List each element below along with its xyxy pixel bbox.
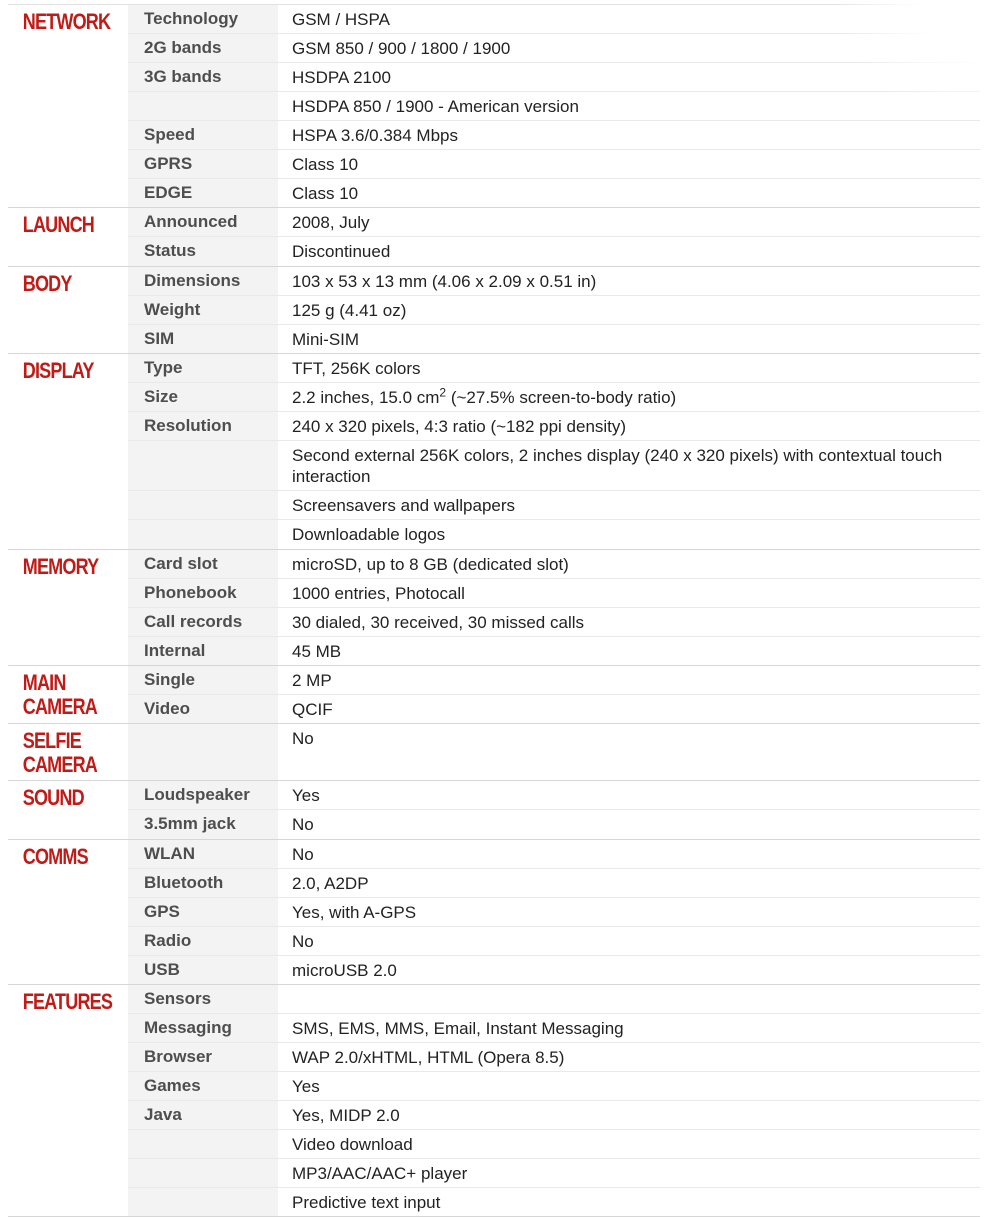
spec-section-launch <box>8 208 980 266</box>
spec-value: No <box>292 844 314 864</box>
spec-row <box>128 267 980 296</box>
section-title: SOUND <box>22 785 84 811</box>
section-title: MAIN CAMERA <box>22 669 98 719</box>
spec-value: GSM 850 / 900 / 1800 / 1900 <box>292 39 511 58</box>
spec-key: Messaging <box>128 1014 278 1042</box>
spec-value: Screensavers and wallpapers <box>292 496 516 516</box>
section-title: MEMORY <box>22 553 99 579</box>
spec-row <box>128 985 980 1013</box>
spec-value: Yes, MIDP 2.0 <box>292 1105 400 1125</box>
spec-row <box>128 695 980 723</box>
spec-value <box>278 383 980 411</box>
spec-value: QCIF <box>292 699 333 719</box>
spec-value: Class 10 <box>292 184 359 203</box>
spec-row <box>128 898 980 927</box>
section-title: SELFIE CAMERA <box>22 728 98 778</box>
spec-row <box>128 840 980 869</box>
spec-value: 1000 entries, Photocall <box>292 583 465 603</box>
spec-row <box>128 121 980 150</box>
section-rows <box>128 267 980 353</box>
spec-key: Video <box>128 695 278 723</box>
spec-key <box>128 1188 278 1216</box>
spec-section-body <box>8 267 980 354</box>
spec-row <box>128 724 980 780</box>
spec-row <box>128 383 980 412</box>
spec-value: Downloadable logos <box>292 525 446 545</box>
spec-row <box>128 150 980 179</box>
spec-key: Weight <box>128 296 278 324</box>
spec-row <box>128 608 980 637</box>
section-rows <box>128 550 980 665</box>
spec-value-text: (~27.5% screen-to-body ratio) <box>446 388 677 408</box>
spec-value: 2.0, A2DP <box>292 873 369 893</box>
spec-value: 2008, July <box>292 213 370 233</box>
spec-section-comms <box>8 840 980 985</box>
spec-value: Second external 256K colors, 2 inches display (240 x 320 pixels) with contextual touch interaction <box>292 446 943 487</box>
spec-key: Phonebook <box>128 579 278 607</box>
spec-row <box>128 208 980 237</box>
spec-value <box>278 985 980 1012</box>
spec-section-main-camera <box>8 666 980 724</box>
spec-key: Technology <box>128 5 278 33</box>
spec-value: Yes, with A-GPS <box>292 902 417 922</box>
spec-value: WAP 2.0/xHTML, HTML (Opera 8.5) <box>292 1047 565 1067</box>
spec-key: Resolution <box>128 412 278 440</box>
spec-row <box>128 1101 980 1130</box>
spec-row <box>128 325 980 353</box>
section-rows <box>128 781 980 838</box>
spec-value: 103 x 53 x 13 mm (4.06 x 2.09 x 0.51 in) <box>292 271 597 291</box>
section-rows <box>128 985 980 1216</box>
spec-key: Size <box>128 383 278 411</box>
spec-key: Games <box>128 1072 278 1100</box>
spec-key: Announced <box>128 208 278 236</box>
spec-key: 3.5mm jack <box>128 810 278 838</box>
spec-row <box>128 412 980 441</box>
spec-row <box>128 1130 980 1159</box>
spec-key: GPRS <box>128 150 278 178</box>
spec-row <box>128 637 980 665</box>
spec-value: MP3/AAC/AAC+ player <box>292 1163 468 1183</box>
spec-value: 45 MB <box>292 641 342 661</box>
spec-section-memory <box>8 550 980 666</box>
spec-key <box>128 724 278 780</box>
spec-value: HSPA 3.6/0.384 Mbps <box>292 126 459 145</box>
spec-value: GSM / HSPA <box>292 10 390 29</box>
spec-row <box>128 1159 980 1188</box>
spec-row <box>128 869 980 898</box>
spec-row <box>128 1188 980 1216</box>
spec-key: Status <box>128 237 278 265</box>
spec-value: Class 10 <box>292 155 359 174</box>
spec-key <box>128 1159 278 1187</box>
spec-value-text: 2.2 inches, 15.0 cm <box>292 388 440 408</box>
spec-value: TFT, 256K colors <box>292 359 421 379</box>
spec-row <box>128 579 980 608</box>
spec-key: GPS <box>128 898 278 926</box>
superscript: 2 <box>439 385 447 400</box>
spec-key <box>128 441 278 490</box>
spec-key <box>128 491 278 519</box>
spec-key: 2G bands <box>128 34 278 62</box>
spec-key: Internal <box>128 637 278 665</box>
spec-value: 240 x 320 pixels, 4:3 ratio (~182 ppi density) <box>292 417 627 437</box>
section-title: LAUNCH <box>22 212 95 238</box>
spec-row <box>128 237 980 265</box>
spec-key: WLAN <box>128 840 278 868</box>
spec-value: microUSB 2.0 <box>292 960 397 980</box>
spec-key: 3G bands <box>128 63 278 91</box>
spec-row <box>128 491 980 520</box>
spec-row <box>128 666 980 695</box>
spec-row <box>128 354 980 383</box>
spec-key <box>128 520 278 548</box>
spec-table <box>8 4 980 1217</box>
spec-key: Speed <box>128 121 278 149</box>
spec-key: Radio <box>128 927 278 955</box>
spec-value: 2 MP <box>292 670 332 690</box>
spec-value: Discontinued <box>292 242 391 262</box>
spec-value: HSDPA 850 / 1900 - American version <box>292 97 579 116</box>
spec-key: Bluetooth <box>128 869 278 897</box>
spec-key: Browser <box>128 1043 278 1071</box>
spec-value: Predictive text input <box>292 1192 441 1212</box>
spec-row <box>128 179 980 207</box>
section-title: DISPLAY <box>22 358 94 384</box>
spec-value: 30 dialed, 30 received, 30 missed calls <box>292 612 584 632</box>
section-rows <box>128 840 980 984</box>
spec-key: Sensors <box>128 985 278 1012</box>
spec-row <box>128 550 980 579</box>
spec-row <box>128 956 980 984</box>
section-title: COMMS <box>22 843 88 869</box>
spec-section-display <box>8 354 980 549</box>
spec-row <box>128 1043 980 1072</box>
spec-row <box>128 520 980 548</box>
section-title: FEATURES <box>22 989 113 1015</box>
spec-key: EDGE <box>128 179 278 207</box>
spec-value: 125 g (4.41 oz) <box>292 300 407 320</box>
spec-key: Java <box>128 1101 278 1129</box>
spec-row <box>128 781 980 810</box>
spec-row <box>128 441 980 491</box>
spec-row <box>128 1072 980 1101</box>
spec-section-features <box>8 985 980 1217</box>
spec-value: Yes <box>292 1076 320 1096</box>
spec-row <box>128 1014 980 1043</box>
spec-section-selfie-camera <box>8 724 980 781</box>
spec-section-sound <box>8 781 980 839</box>
spec-key: Single <box>128 666 278 694</box>
spec-value: HSDPA 2100 <box>292 68 391 87</box>
spec-key <box>128 1130 278 1158</box>
spec-value: No <box>292 729 314 749</box>
section-rows <box>128 724 980 780</box>
spec-key: USB <box>128 956 278 984</box>
section-rows <box>128 666 980 723</box>
spec-key <box>128 92 278 120</box>
spec-key: Call records <box>128 608 278 636</box>
section-title: BODY <box>22 270 72 296</box>
spec-value: No <box>292 815 314 835</box>
spec-key: Type <box>128 354 278 382</box>
spec-value: Mini-SIM <box>292 329 360 349</box>
spec-row <box>128 810 980 838</box>
spec-value: No <box>292 931 314 951</box>
corner-fade <box>840 0 1000 120</box>
spec-value: microSD, up to 8 GB (dedicated slot) <box>292 554 569 574</box>
spec-value: Video download <box>292 1134 413 1154</box>
spec-key: SIM <box>128 325 278 353</box>
section-rows <box>128 354 980 548</box>
spec-value: SMS, EMS, MMS, Email, Instant Messaging <box>292 1018 624 1038</box>
spec-section-network <box>8 5 980 208</box>
spec-value: Yes <box>292 786 320 806</box>
spec-key: Loudspeaker <box>128 781 278 809</box>
section-rows <box>128 208 980 265</box>
spec-key: Card slot <box>128 550 278 578</box>
spec-key: Dimensions <box>128 267 278 295</box>
spec-row <box>128 927 980 956</box>
spec-row <box>128 296 980 325</box>
section-title: NETWORK <box>22 9 111 34</box>
